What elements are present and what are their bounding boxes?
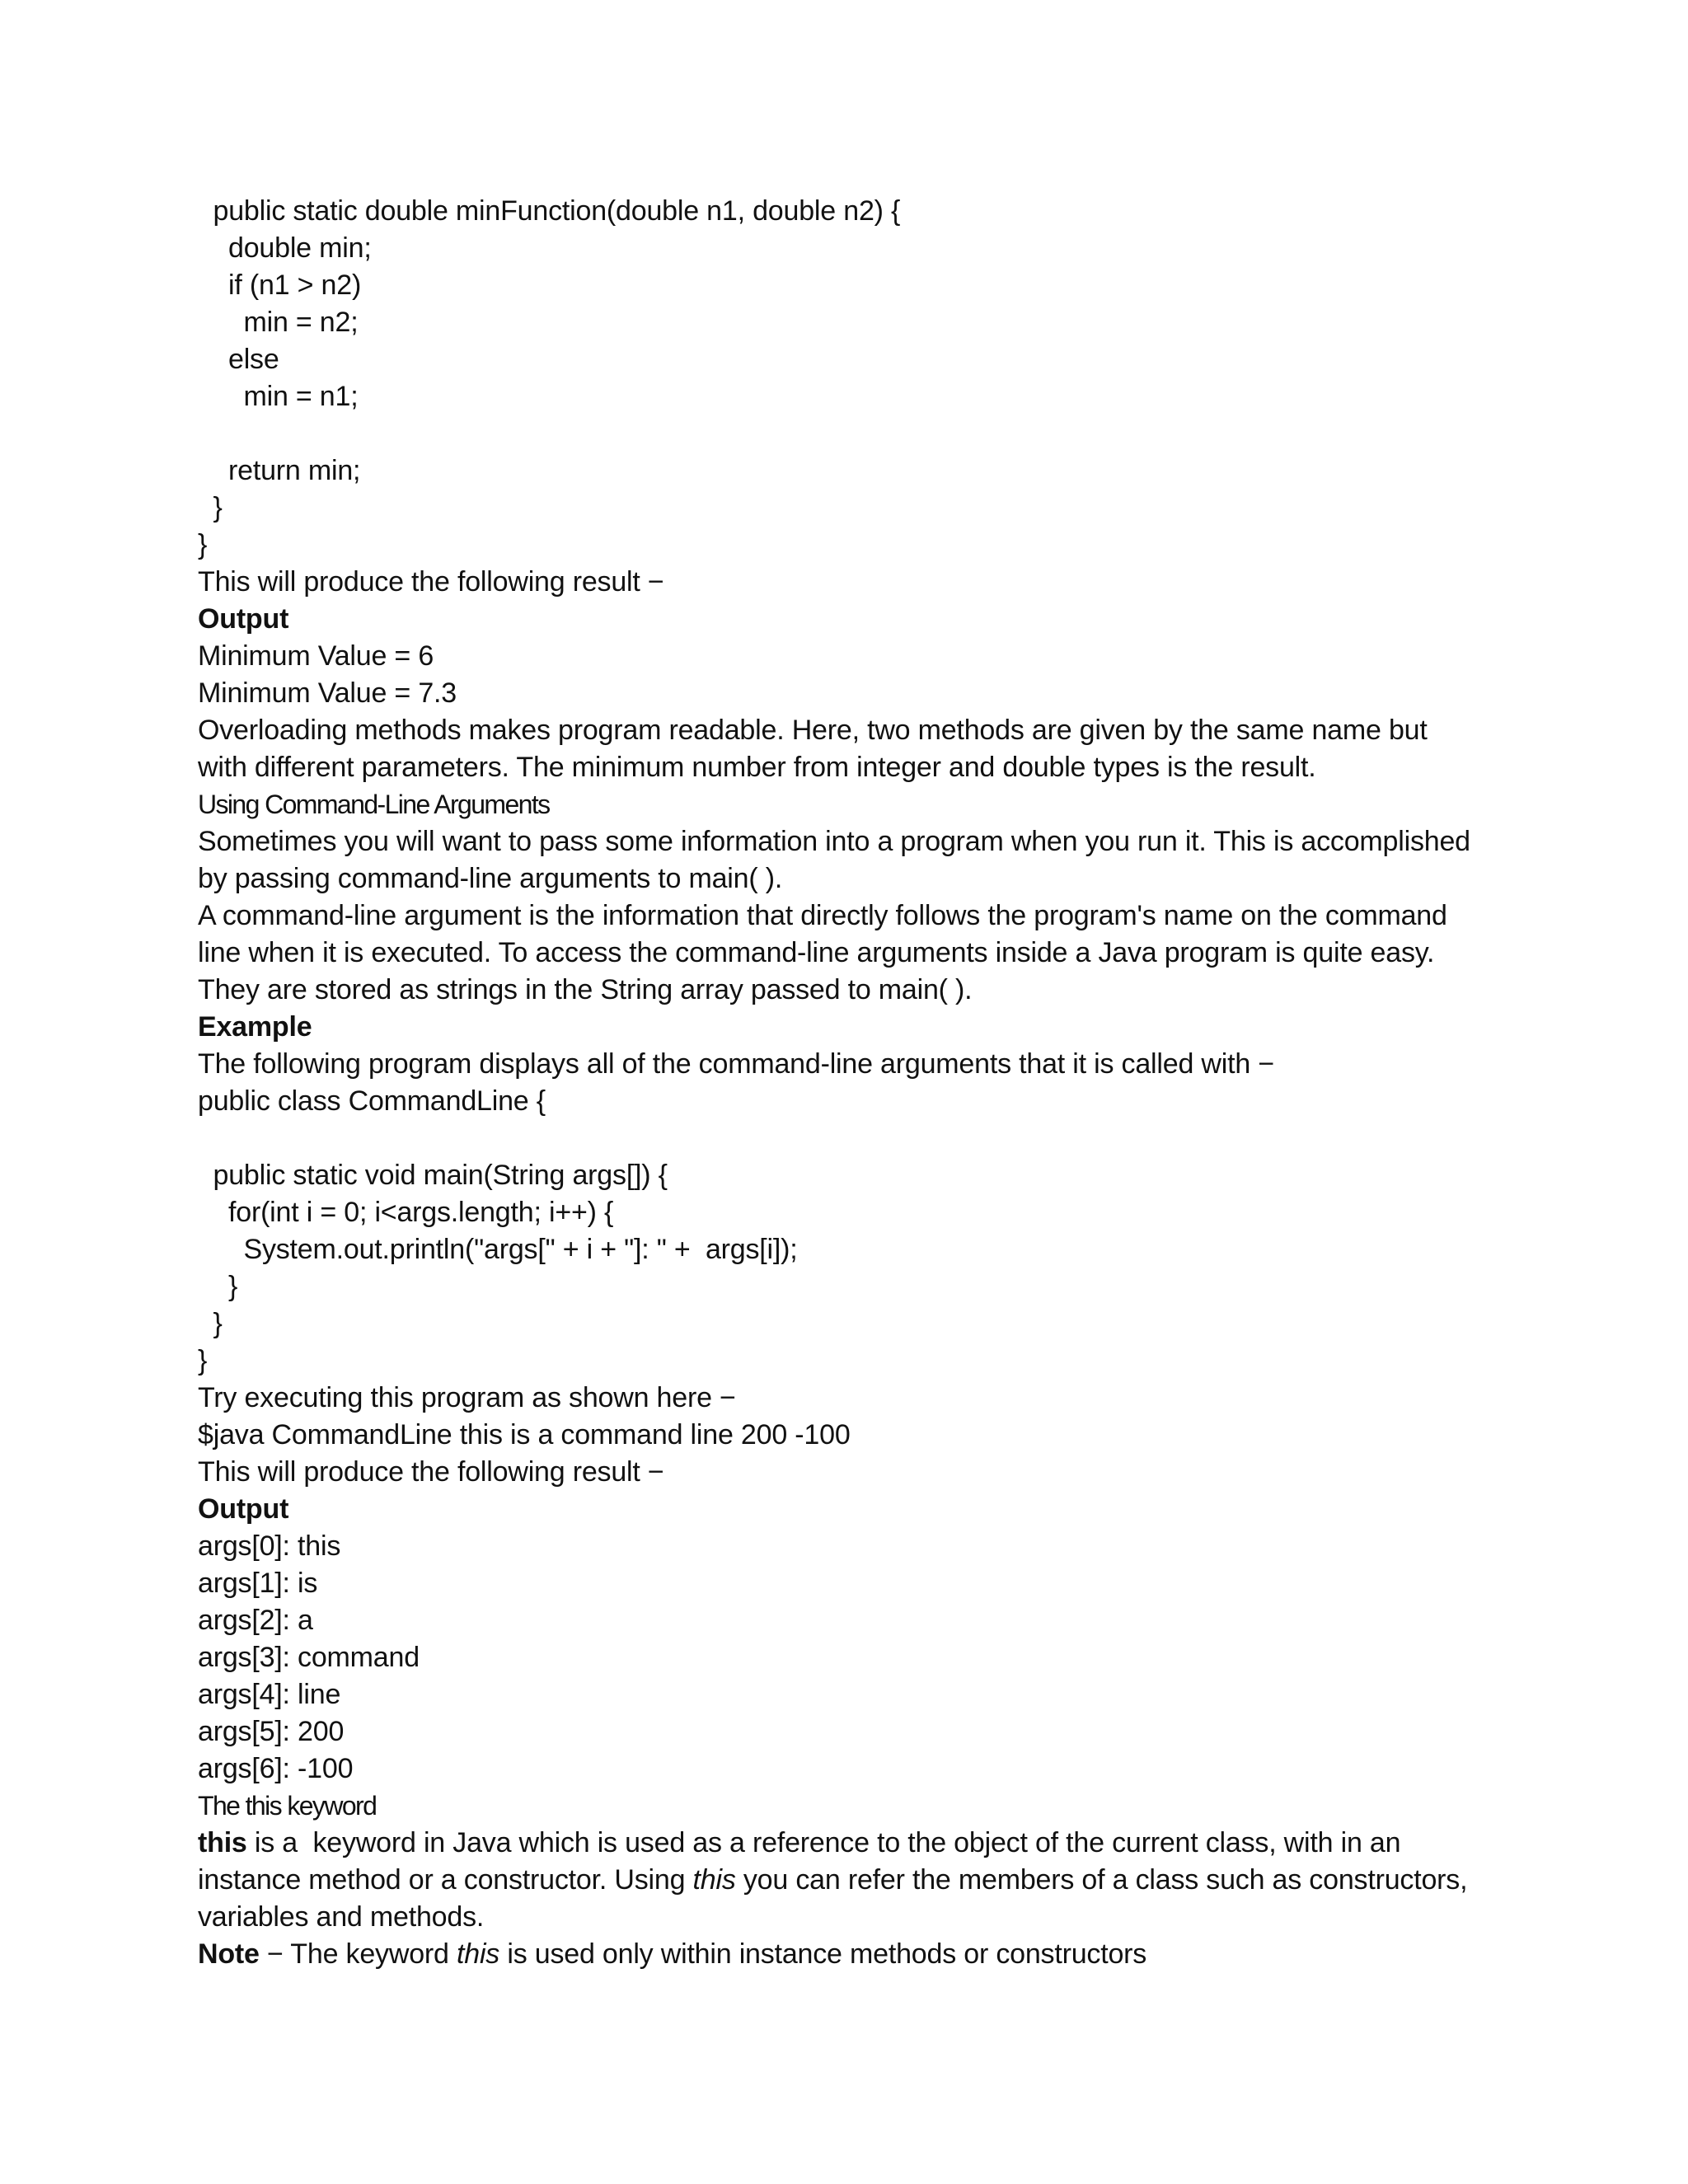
result-intro: This will produce the following result − (198, 1456, 664, 1488)
paragraph-line (198, 1862, 1467, 1898)
output-line: args[4]: line (198, 1679, 341, 1710)
section-heading: The this keyword (198, 1791, 377, 1821)
keyword-bold: this (198, 1827, 247, 1858)
example-intro: The following program displays all of the command-line arguments that it is called with − (198, 1048, 1274, 1080)
paragraph-line (198, 1825, 1400, 1861)
output-line: args[5]: 200 (198, 1716, 345, 1747)
code-line: } (198, 1271, 238, 1302)
try-intro: Try executing this program as shown here − (198, 1382, 736, 1413)
keyword-italic: this (692, 1864, 736, 1896)
paragraph-line: Sometimes you will want to pass some information into a program when you run it. This is accomplished (198, 826, 1470, 857)
code-line: } (198, 1308, 223, 1339)
code-line: public class CommandLine { (198, 1085, 546, 1117)
code-line: return min; (198, 455, 361, 486)
text-run: instance method or a constructor. Using (198, 1864, 693, 1896)
code-line: } (198, 529, 208, 560)
section-heading: Using Command-Line Arguments (198, 790, 550, 819)
output-line: Minimum Value = 7.3 (198, 677, 457, 709)
example-label: Example (198, 1011, 312, 1043)
note-label: Note (198, 1938, 260, 1970)
code-line: public static double minFunction(double n1, double n2) { (198, 195, 901, 227)
text-run: − The keyword (259, 1938, 457, 1970)
paragraph-line: by passing command-line arguments to main( ). (198, 863, 783, 894)
output-line: args[2]: a (198, 1605, 313, 1636)
result-intro: This will produce the following result − (198, 566, 664, 598)
text-run: is a keyword in Java which is used as a reference to the object of the current class, with in an (246, 1827, 1401, 1858)
output-line: args[6]: -100 (198, 1753, 354, 1784)
code-line: double min; (198, 232, 372, 264)
paragraph-line: They are stored as strings in the String array passed to main( ). (198, 974, 973, 1005)
output-line: args[3]: command (198, 1642, 420, 1673)
output-label: Output (198, 1493, 289, 1525)
paragraph-line: line when it is executed. To access the command-line arguments inside a Java program is quite easy. (198, 937, 1435, 968)
output-label: Output (198, 603, 289, 635)
text-run: is used only within instance methods or constructors (499, 1938, 1147, 1970)
command-line-example: $java CommandLine this is a command line 200 -100 (198, 1419, 851, 1451)
code-line: min = n2; (198, 307, 359, 338)
output-line: args[0]: this (198, 1530, 341, 1562)
text-run: you can refer the members of a class such as constructors, (735, 1864, 1468, 1896)
paragraph-line: with different parameters. The minimum number from integer and double types is the result. (198, 752, 1316, 783)
code-line: } (198, 1345, 208, 1376)
code-line: public static void main(String args[]) { (198, 1160, 668, 1191)
paragraph-line: variables and methods. (198, 1901, 485, 1933)
paragraph-line: Overloading methods makes program readable. Here, two methods are given by the same name but (198, 715, 1428, 746)
output-line: Minimum Value = 6 (198, 640, 434, 672)
paragraph-line: A command-line argument is the information that directly follows the program's name on the command (198, 900, 1447, 931)
code-line: else (198, 344, 279, 375)
code-line: System.out.println("args[" + i + "]: " + args[i]); (198, 1234, 798, 1265)
code-line: for(int i = 0; i<args.length; i++) { (198, 1197, 614, 1228)
code-line: } (198, 492, 223, 523)
code-line: if (n1 > n2) (198, 269, 362, 301)
note-line (198, 1936, 1146, 1972)
keyword-italic: this (456, 1938, 500, 1970)
output-line: args[1]: is (198, 1568, 318, 1599)
code-line: min = n1; (198, 381, 359, 412)
